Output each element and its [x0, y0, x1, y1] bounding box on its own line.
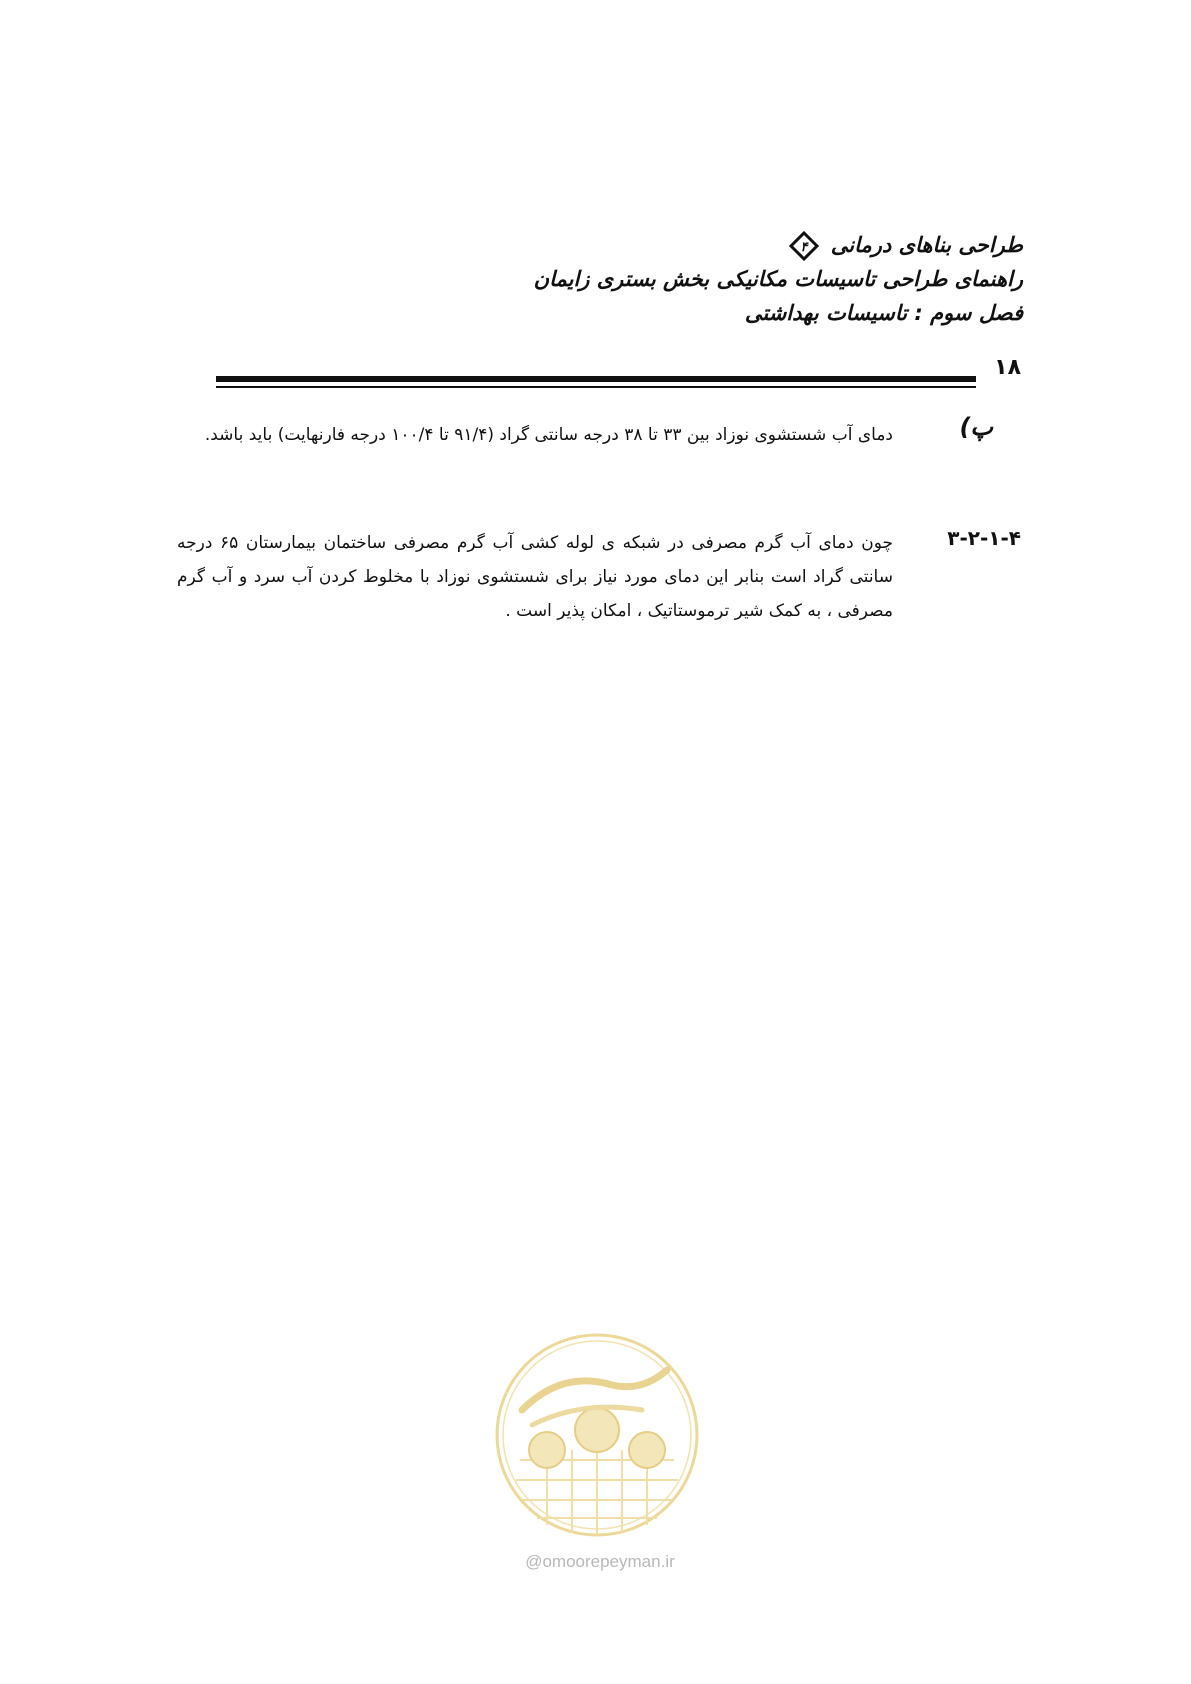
book-title: طراحی بناهای درمانی: [830, 233, 1023, 257]
header-rule-thick: [216, 376, 976, 382]
header-rule-thin: [216, 386, 976, 388]
book-number-diamond-icon: [789, 231, 819, 261]
book-number: ۴: [800, 240, 808, 255]
paragraph-4-1-2-3: چون دمای آب گرم مصرفی در شبکه ی لوله کشی آب گرم مصرفی ساختمان بیمارستان ۶۵ درجه سانتی گراد است بنابر این دمای مورد نیاز برای شستشوی نوزاد با مخلوط کردن آب سرد و آب گرم مصرفی ، به کمک شیر ترموستاتیک ، امکان پذیر است .: [177, 533, 894, 621]
section-label-pe: پ): [959, 413, 993, 441]
header-line-book-title: [423, 228, 1023, 262]
page-header: [423, 228, 1023, 330]
header-line-chapter-title: فصل سوم : تاسیسات بهداشتی: [744, 301, 1023, 325]
section-number-4-1-2-3: ۳-۲-۱-۴: [947, 526, 1021, 550]
page-number: ۱۸: [994, 355, 1021, 380]
watermark-url: @omoorepeyman.ir: [525, 1552, 675, 1571]
omoorepeyman-logo-watermark: [492, 1330, 702, 1540]
header-line-guide-title: راهنمای طراحی تاسیسات مکانیکی بخش بستری زایمان: [533, 267, 1023, 291]
paragraph-pe: دمای آب شستشوی نوزاد بین ۳۳ تا ۳۸ درجه سانتی گراد (۹۱/۴ تا ۱۰۰/۴ درجه فارنهایت) باید باشد.: [204, 425, 893, 445]
